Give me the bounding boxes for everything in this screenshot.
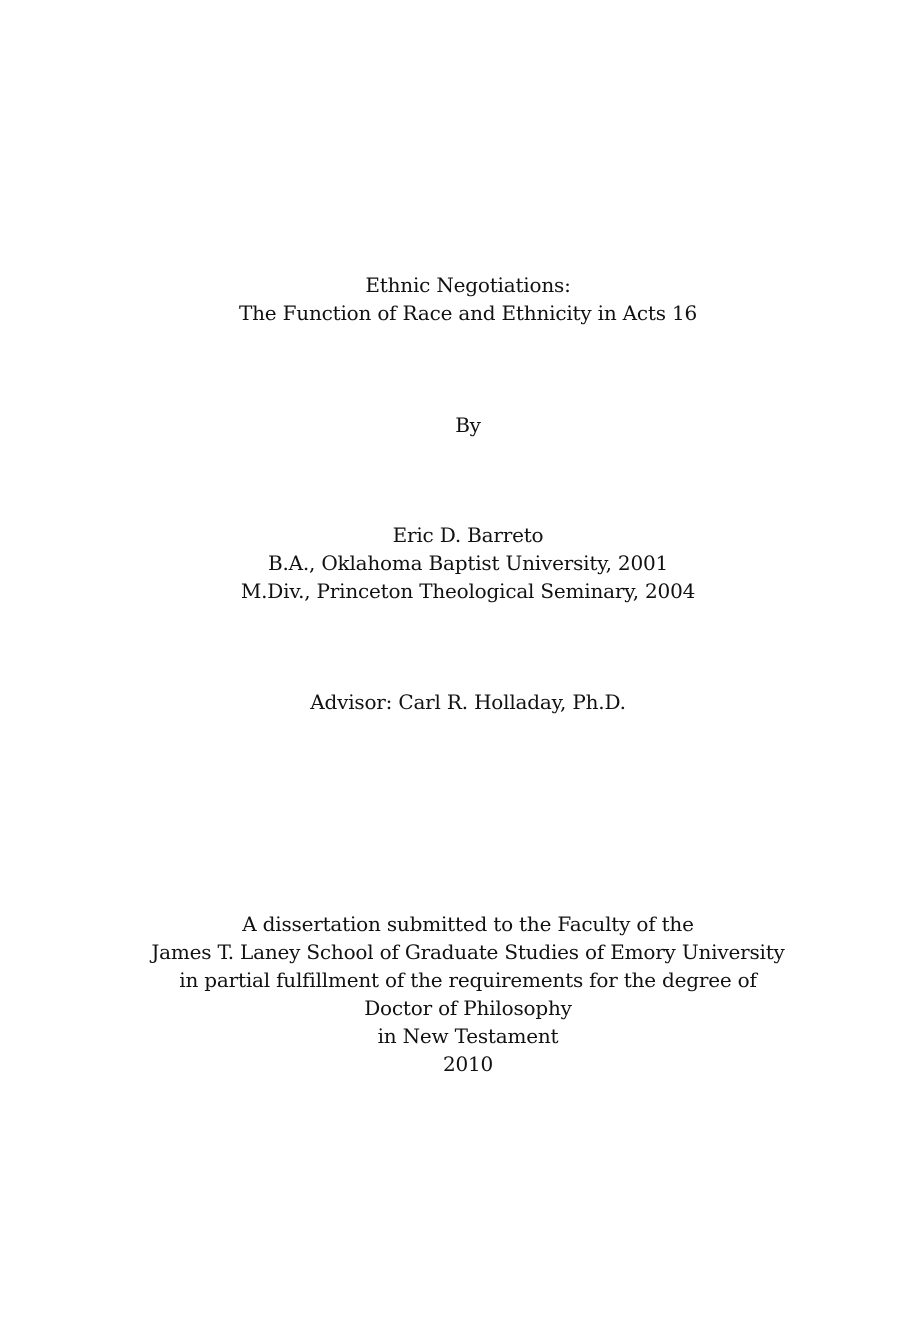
dissertation-title: [0, 271, 920, 327]
author-degree-ba: B.A., Oklahoma Baptist University, 2001: [267, 551, 669, 575]
submission-year: 2010: [442, 1052, 494, 1076]
statement-line: A dissertation submitted to the Faculty of the: [242, 912, 694, 936]
statement-line: in partial fulfillment of the requirements for the degree of: [179, 968, 757, 992]
degree-name: Doctor of Philosophy: [364, 996, 572, 1020]
author-name: Eric D. Barreto: [392, 523, 544, 547]
title-line-subtitle: The Function of Race and Ethnicity in Acts 16: [238, 301, 698, 325]
byline: [0, 411, 920, 439]
author-degree-mdiv: M.Div., Princeton Theological Seminary, 2004: [240, 579, 696, 603]
title-line-main: Ethnic Negotiations:: [365, 273, 571, 297]
advisor-text: Advisor: Carl R. Holladay, Ph.D.: [310, 690, 626, 714]
author-block: [0, 521, 920, 605]
statement-line: James T. Laney School of Graduate Studies of Emory University: [151, 940, 785, 964]
byline-text: By: [455, 413, 481, 437]
advisor-block: [0, 688, 920, 716]
submission-statement: [0, 910, 920, 1078]
degree-field: in New Testament: [377, 1024, 559, 1048]
